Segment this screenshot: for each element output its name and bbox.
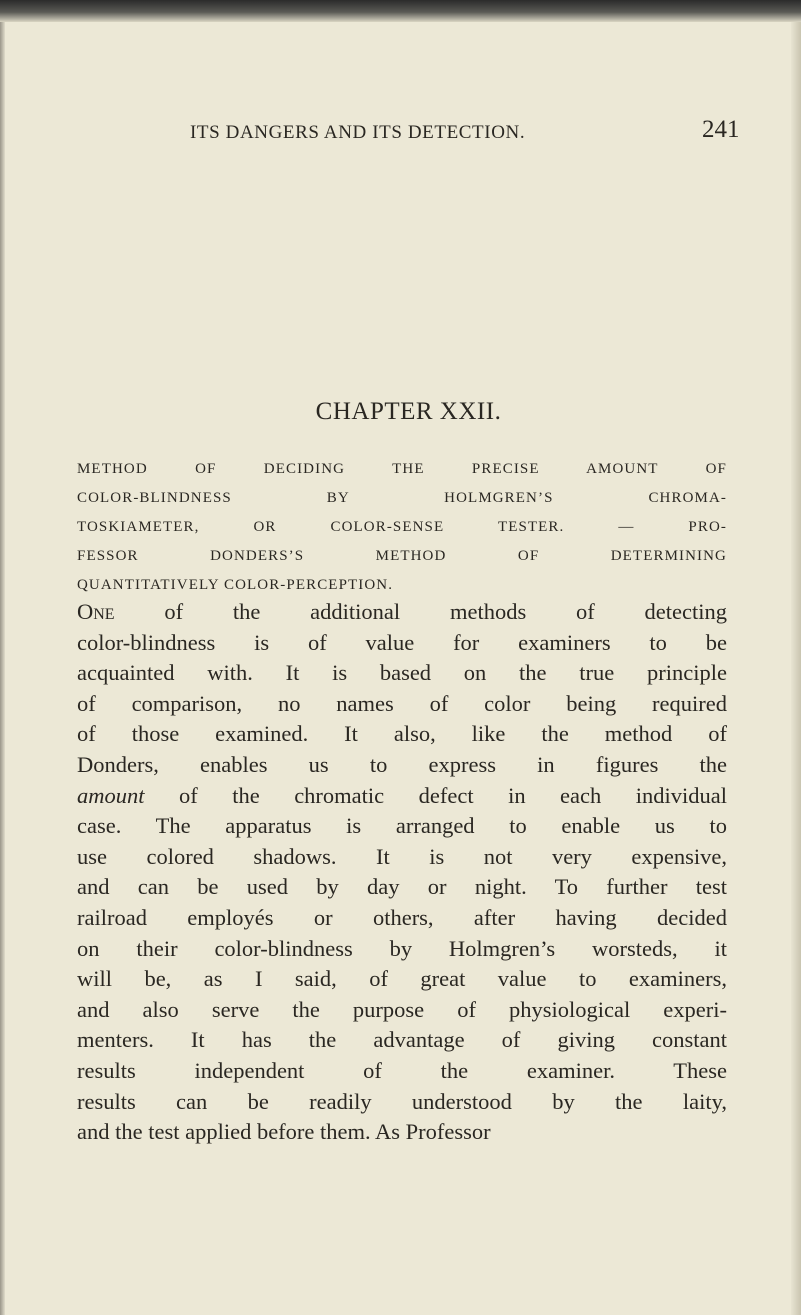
body-line: on their color-blindness by Holmgren’s worsteds, it: [77, 935, 727, 961]
body-line-text: of the additional methods of detecting: [114, 599, 727, 624]
body-line-text: of the chromatic defect in each individual: [144, 782, 727, 808]
page-right-edge: [791, 22, 801, 1315]
summary-line: QUANTITATIVELY COLOR-PERCEPTION.: [77, 577, 394, 593]
body-line: Donders, enables us to express in figures the: [77, 751, 727, 777]
body-line: and the test applied before them. As Professor: [77, 1119, 491, 1145]
body-line: use colored shadows. It is not very expensive,: [77, 843, 727, 869]
chapter-summary: [77, 455, 727, 600]
body-line: railroad employés or others, after having decided: [77, 904, 727, 930]
body-line: and also serve the purpose of physiological experi-: [77, 996, 727, 1022]
body-line: and can be used by day or night. To further test: [77, 874, 727, 900]
summary-line: COLOR-BLINDNESS BY HOLMGREN’S CHROMA-: [77, 490, 727, 506]
body-line: will be, as I said, of great value to examiners,: [77, 966, 727, 992]
summary-line: FESSOR DONDERS’S METHOD OF DETERMINING: [77, 548, 727, 564]
page-top-shadow: [0, 0, 801, 22]
body-line: of comparison, no names of color being required: [77, 690, 727, 716]
summary-line: METHOD OF DECIDING THE PRECISE AMOUNT OF: [77, 461, 727, 477]
running-head: ITS DANGERS AND ITS DETECTION.: [190, 122, 526, 143]
chapter-heading: CHAPTER XXII.: [315, 398, 502, 425]
body-line: results independent of the examiner. These: [77, 1057, 727, 1083]
body-line: [77, 597, 727, 628]
body-line: results can be readily understood by the laity,: [77, 1088, 727, 1114]
body-line: menters. It has the advantage of giving constant: [77, 1027, 727, 1053]
body-line: of those examined. It also, like the method of: [77, 721, 727, 747]
body-paragraph: [77, 597, 727, 1148]
body-line: [77, 781, 727, 812]
body-line: acquainted with. It is based on the true principle: [77, 660, 727, 686]
summary-line: TOSKIAMETER, OR COLOR-SENSE TESTER. — PRO-: [77, 519, 727, 535]
page-number: 241: [702, 116, 740, 143]
page-left-edge: [0, 22, 5, 1315]
opening-word: One: [77, 599, 115, 624]
body-line: color-blindness is of value for examiners to be: [77, 629, 727, 655]
body-line: case. The apparatus is arranged to enable us to: [77, 813, 727, 839]
emphasized-word: amount: [77, 782, 145, 808]
